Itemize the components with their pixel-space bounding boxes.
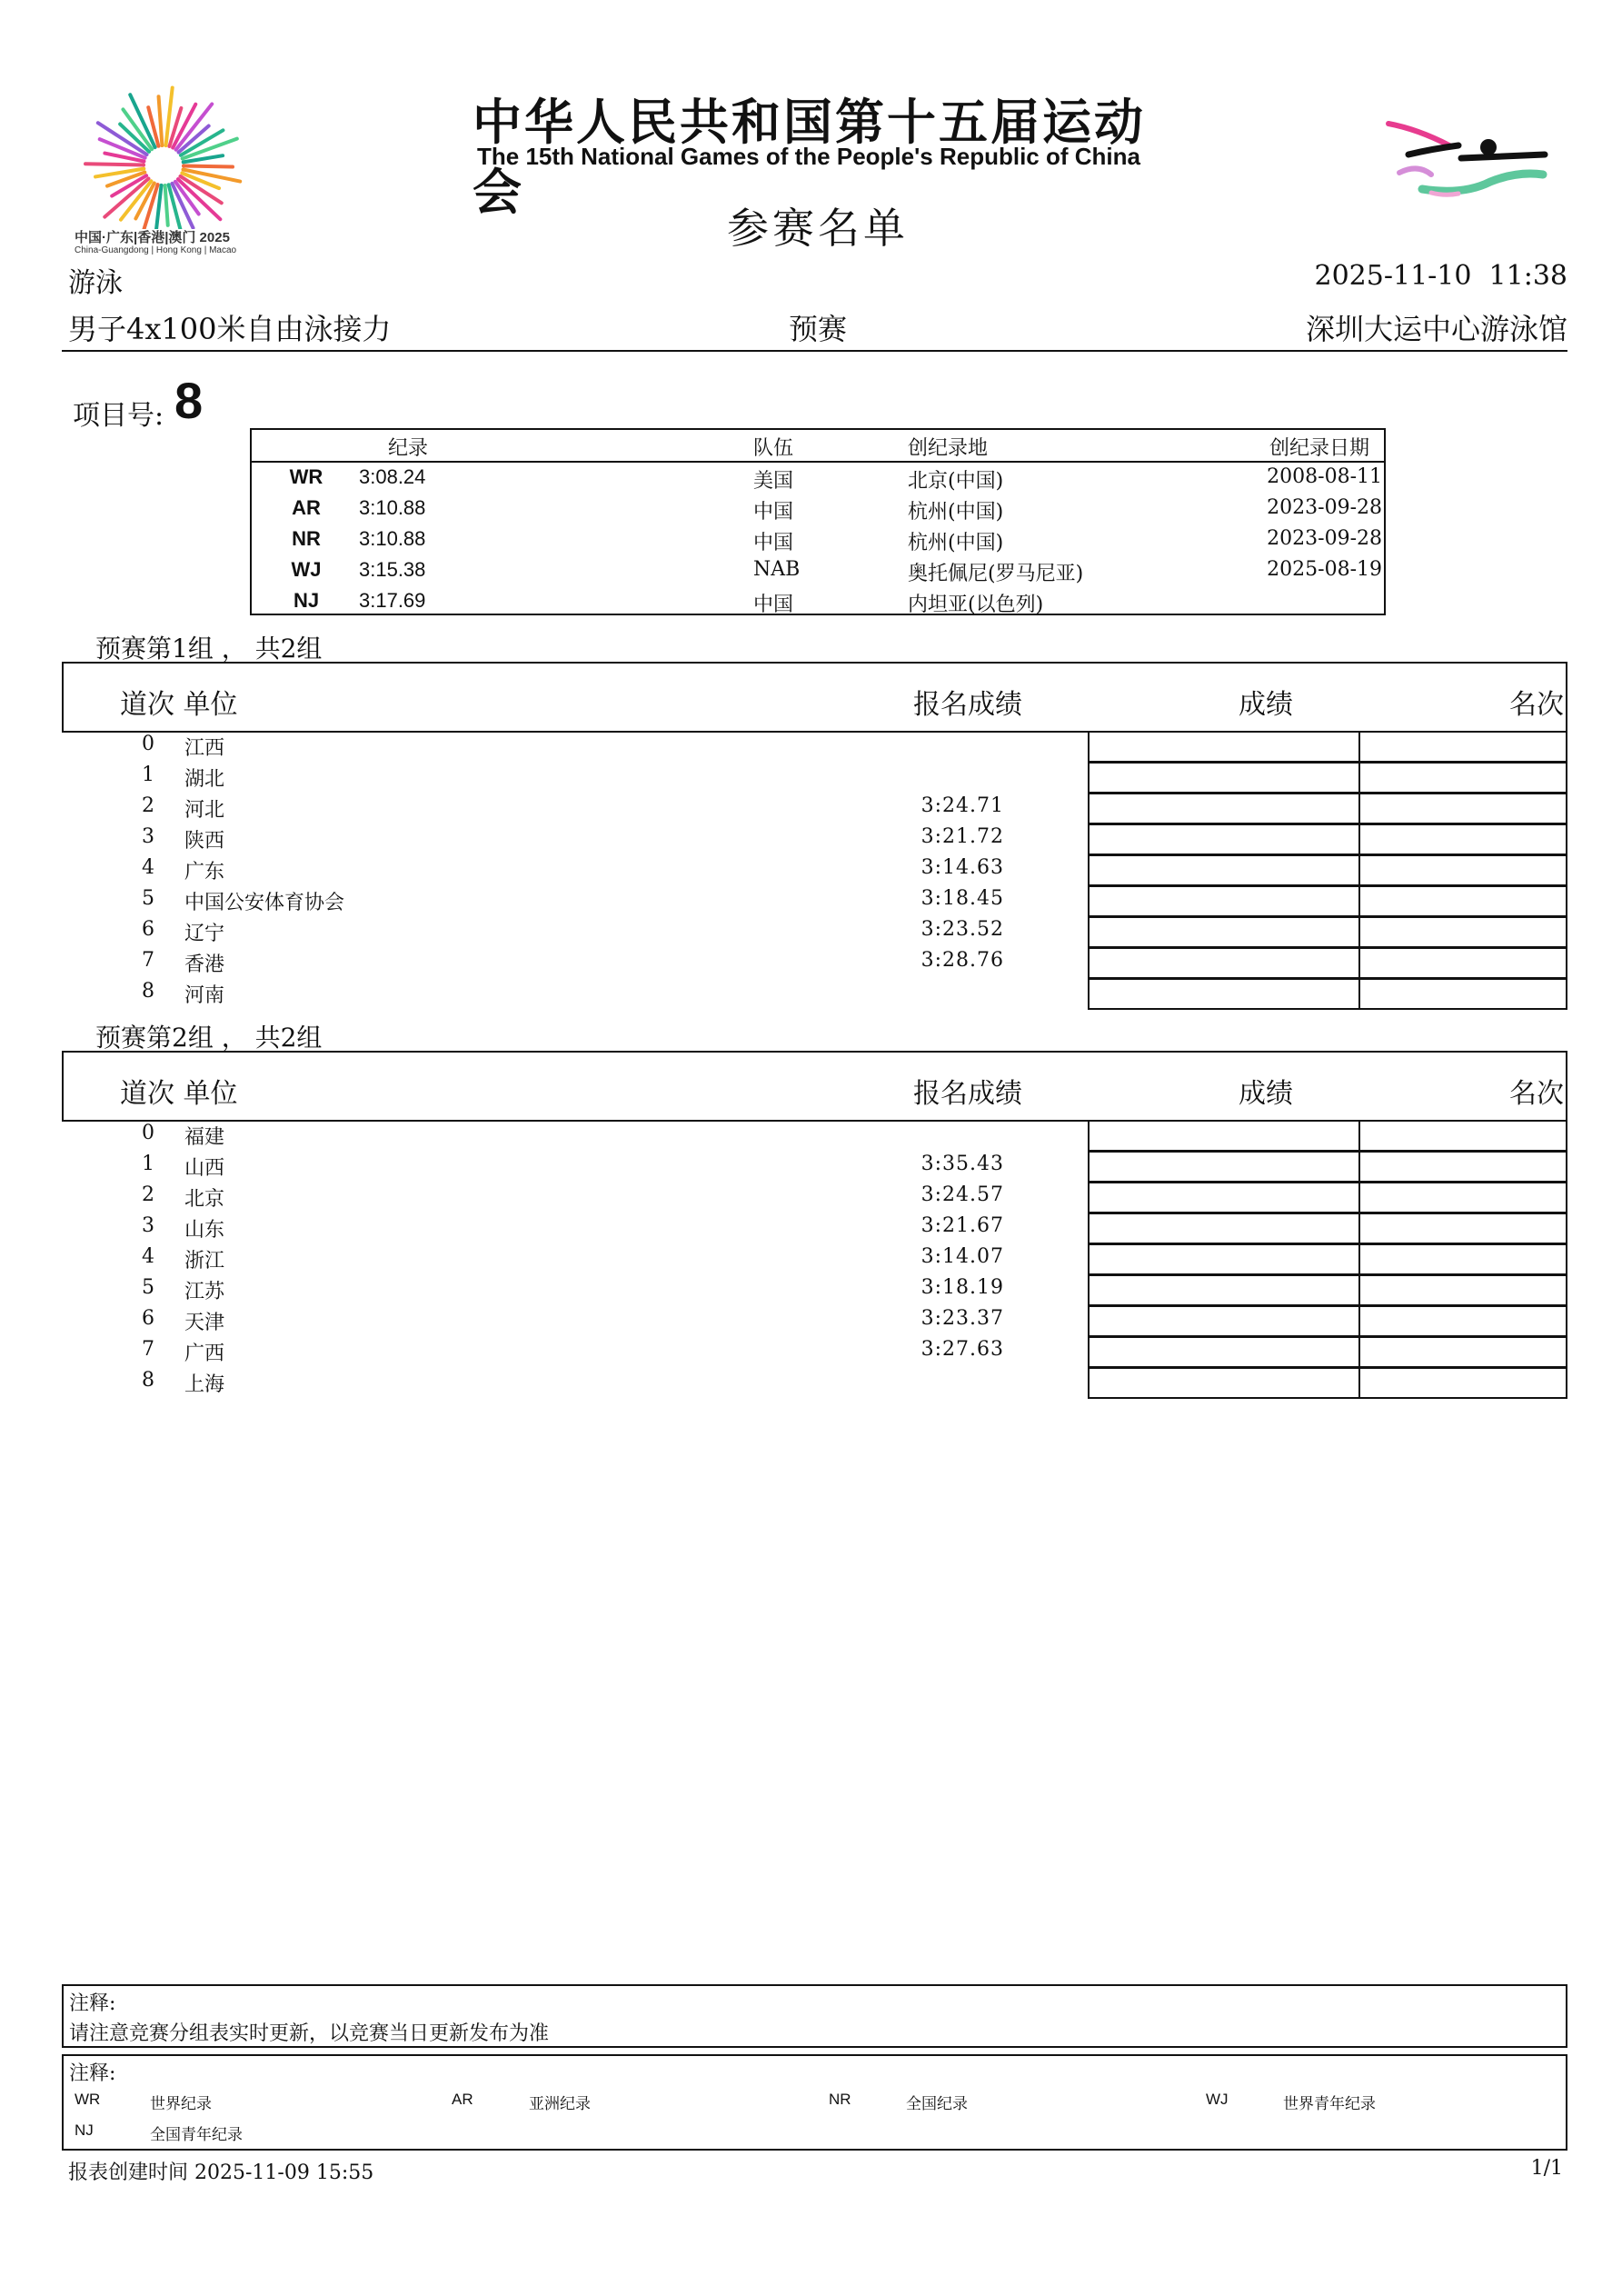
result-cell <box>1088 731 1360 763</box>
record-date: 2008-08-11 <box>1267 465 1382 488</box>
event-name: 男子4x100米自由泳接力 <box>68 312 392 346</box>
result-cell <box>1088 916 1360 948</box>
rank-cell <box>1358 1336 1567 1368</box>
result-cell <box>1088 854 1360 886</box>
lane-number: 8 <box>142 980 154 1003</box>
unit-name: 江西 <box>184 737 225 760</box>
rank-cell <box>1358 1243 1567 1275</box>
report-created: 报表创建时间 2025-11-09 15:55 <box>68 2161 374 2184</box>
result-cell <box>1088 1243 1360 1275</box>
result-cell <box>1088 793 1360 824</box>
record-team: 中国 <box>753 594 794 616</box>
lane-number: 5 <box>142 1276 154 1299</box>
record-team: NAB <box>753 558 801 581</box>
result-cell <box>1088 1367 1360 1399</box>
notes-text: 请注意竞赛分组表实时更新，以竞赛当日更新发布为准 <box>69 2022 550 2045</box>
record-team: 中国 <box>753 532 794 554</box>
legend-desc: 亚洲纪录 <box>529 2095 591 2113</box>
report-datetime: 2025-11-10 11:38 <box>1314 260 1567 292</box>
record-place: 北京(中国) <box>908 470 1004 493</box>
games-logo <box>64 56 264 261</box>
rank-cell <box>1358 916 1567 948</box>
entry-time: 3:27.63 <box>920 1338 1004 1361</box>
entry-time: 3:14.07 <box>920 1245 1004 1268</box>
record-time: 3:17.69 <box>359 589 426 612</box>
result-cell <box>1088 1274 1360 1306</box>
lane-number: 0 <box>142 1122 154 1144</box>
entry-time: 3:24.57 <box>920 1183 1004 1206</box>
legend-code: NJ <box>75 2121 94 2139</box>
header-entry-time: 报名成绩 <box>913 689 1022 721</box>
unit-name: 上海 <box>184 1373 225 1396</box>
rank-cell <box>1358 947 1567 979</box>
event-number-label: 项目号: <box>73 400 164 432</box>
record-code: WR <box>289 465 323 488</box>
rank-cell <box>1358 762 1567 794</box>
lane-number: 4 <box>142 856 154 879</box>
record-row <box>252 524 1384 555</box>
document-title: 参赛名单 <box>727 204 909 253</box>
records-header-row <box>252 430 1384 461</box>
lane-number: 3 <box>142 825 154 848</box>
lane-number: 6 <box>142 1307 154 1330</box>
unit-name: 香港 <box>184 953 225 976</box>
games-title-en: The 15th National Games of the People's Republic of China <box>477 143 1140 170</box>
legend-label: 注释: <box>69 2062 116 2085</box>
entry-time: 3:14.63 <box>920 856 1004 879</box>
lane-row <box>62 1274 1567 1305</box>
lane-number: 8 <box>142 1369 154 1392</box>
unit-name: 湖北 <box>184 768 225 791</box>
heat-table-header <box>62 1051 1567 1122</box>
lane-number: 5 <box>142 887 154 910</box>
lane-row <box>62 1151 1567 1182</box>
lane-number: 4 <box>142 1245 154 1268</box>
lane-row <box>62 762 1567 793</box>
lane-row <box>62 885 1567 916</box>
unit-name: 广西 <box>184 1343 225 1365</box>
record-date: 2023-09-28 <box>1267 527 1382 550</box>
unit-name: 广东 <box>184 861 225 883</box>
sport-name: 游泳 <box>68 267 123 299</box>
result-cell <box>1088 947 1360 979</box>
unit-name: 山西 <box>184 1157 225 1180</box>
records-header-date: 创纪录日期 <box>1269 437 1370 460</box>
header-lane-unit: 道次 单位 <box>120 1078 238 1110</box>
records-table <box>250 428 1386 615</box>
entry-time: 3:18.19 <box>920 1276 1004 1299</box>
records-header-place: 创纪录地 <box>908 437 989 460</box>
unit-name: 福建 <box>184 1126 225 1149</box>
lane-row <box>62 978 1567 1009</box>
record-row <box>252 494 1384 524</box>
games-title-cn: 中华人民共和国第十五届运动会 <box>473 95 1146 220</box>
unit-name: 浙江 <box>184 1250 225 1273</box>
result-cell <box>1088 762 1360 794</box>
result-cell <box>1088 1151 1360 1183</box>
heat-table-header <box>62 662 1567 733</box>
rank-cell <box>1358 885 1567 917</box>
legend-code: NR <box>829 2091 851 2108</box>
heat-title: 预赛第1组 ， 共2组 <box>95 634 323 664</box>
unit-name: 辽宁 <box>184 923 225 945</box>
record-team: 美国 <box>753 470 794 493</box>
page-number: 1/1 <box>1530 2157 1563 2180</box>
notes-box <box>62 1984 1567 2048</box>
lane-number: 7 <box>142 1338 154 1361</box>
result-cell <box>1088 885 1360 917</box>
unit-name: 河北 <box>184 799 225 822</box>
notes-label: 注释: <box>69 1992 116 2015</box>
unit-name: 北京 <box>184 1188 225 1211</box>
lane-number: 0 <box>142 733 154 755</box>
result-cell <box>1088 1213 1360 1244</box>
record-place: 内坦亚(以色列) <box>908 594 1044 616</box>
record-code: AR <box>292 496 321 519</box>
record-code: WJ <box>291 558 322 581</box>
header-entry-time: 报名成绩 <box>913 1078 1022 1110</box>
record-code: NR <box>292 527 321 550</box>
logo-text-cn: 中国·广东|香港|澳门 2025 <box>75 230 230 245</box>
lane-row <box>62 731 1567 762</box>
lane-row <box>62 1182 1567 1213</box>
result-cell <box>1088 1182 1360 1213</box>
rank-cell <box>1358 978 1567 1010</box>
header-result: 成绩 <box>1239 689 1293 721</box>
lane-number: 2 <box>142 1183 154 1206</box>
record-time: 3:15.38 <box>359 558 426 581</box>
unit-name: 天津 <box>184 1312 225 1334</box>
record-team: 中国 <box>753 501 794 524</box>
rank-cell <box>1358 1151 1567 1183</box>
heat-title: 预赛第2组 ， 共2组 <box>95 1023 323 1053</box>
record-time: 3:08.24 <box>359 465 426 488</box>
rank-cell <box>1358 1367 1567 1399</box>
lane-row <box>62 916 1567 947</box>
lane-number: 2 <box>142 794 154 817</box>
header-divider <box>62 350 1567 352</box>
entry-time: 3:24.71 <box>920 794 1004 817</box>
lane-row <box>62 947 1567 978</box>
entry-time: 3:23.52 <box>920 918 1004 941</box>
record-row <box>252 555 1384 586</box>
lane-number: 1 <box>142 764 154 786</box>
unit-name: 山东 <box>184 1219 225 1242</box>
entry-time: 3:21.67 <box>920 1214 1004 1237</box>
record-time: 3:10.88 <box>359 496 426 519</box>
record-row <box>252 586 1384 617</box>
swimming-icon <box>1381 109 1563 209</box>
logo-text-en: China-Guangdong | Hong Kong | Macao <box>75 245 237 255</box>
lane-row <box>62 824 1567 854</box>
lane-row <box>62 1336 1567 1367</box>
rank-cell <box>1358 1213 1567 1244</box>
rank-cell <box>1358 793 1567 824</box>
header-rank: 名次 <box>1509 1078 1564 1110</box>
result-cell <box>1088 1305 1360 1337</box>
records-header-team: 队伍 <box>753 437 794 460</box>
entry-time: 3:23.37 <box>920 1307 1004 1330</box>
legend-desc: 全国青年纪录 <box>150 2126 243 2144</box>
entry-time: 3:35.43 <box>920 1153 1004 1175</box>
lane-row <box>62 1213 1567 1243</box>
lane-number: 1 <box>142 1153 154 1175</box>
record-date: 2023-09-28 <box>1267 496 1382 519</box>
event-phase: 预赛 <box>789 312 848 346</box>
lane-row <box>62 1367 1567 1398</box>
entry-time: 3:28.76 <box>920 949 1004 972</box>
legend-desc: 全国纪录 <box>906 2095 968 2113</box>
rank-cell <box>1358 1305 1567 1337</box>
record-code: NJ <box>293 589 320 612</box>
legend-code: WJ <box>1206 2091 1229 2108</box>
unit-name: 中国公安体育协会 <box>184 892 345 914</box>
header-result: 成绩 <box>1239 1078 1293 1110</box>
rank-cell <box>1358 1182 1567 1213</box>
records-header-record: 纪录 <box>388 437 429 460</box>
record-row <box>252 463 1384 494</box>
result-cell <box>1088 1336 1360 1368</box>
rank-cell <box>1358 1274 1567 1306</box>
swimming-pictogram <box>1381 109 1563 209</box>
record-time: 3:10.88 <box>359 527 426 550</box>
entry-time: 3:21.72 <box>920 825 1004 848</box>
result-cell <box>1088 824 1360 855</box>
games-emblem-icon <box>64 56 264 229</box>
header-lane-unit: 道次 单位 <box>120 689 238 721</box>
legend-code: AR <box>452 2091 473 2108</box>
event-number-value: 8 <box>174 372 204 429</box>
record-place: 杭州(中国) <box>908 501 1004 524</box>
unit-name: 江苏 <box>184 1281 225 1303</box>
rank-cell <box>1358 824 1567 855</box>
lane-number: 7 <box>142 949 154 972</box>
lane-row <box>62 1243 1567 1274</box>
lane-row <box>62 1305 1567 1336</box>
rank-cell <box>1358 1120 1567 1152</box>
legend-code: WR <box>75 2091 101 2108</box>
lane-row <box>62 1120 1567 1151</box>
legend-desc: 世界青年纪录 <box>1283 2095 1376 2113</box>
entry-time: 3:18.45 <box>920 887 1004 910</box>
header-rank: 名次 <box>1509 689 1564 721</box>
unit-name: 陕西 <box>184 830 225 853</box>
rank-cell <box>1358 731 1567 763</box>
lane-number: 3 <box>142 1214 154 1237</box>
record-place: 杭州(中国) <box>908 532 1004 554</box>
result-cell <box>1088 1120 1360 1152</box>
venue-name: 深圳大运中心游泳馆 <box>1305 312 1567 346</box>
rank-cell <box>1358 854 1567 886</box>
lane-row <box>62 793 1567 824</box>
lane-number: 6 <box>142 918 154 941</box>
lane-row <box>62 854 1567 885</box>
result-cell <box>1088 978 1360 1010</box>
record-place: 奥托佩尼(罗马尼亚) <box>908 563 1084 585</box>
record-date: 2025-08-19 <box>1267 558 1382 581</box>
legend-desc: 世界纪录 <box>150 2095 212 2113</box>
legend-box <box>62 2054 1567 2151</box>
unit-name: 河南 <box>184 984 225 1007</box>
